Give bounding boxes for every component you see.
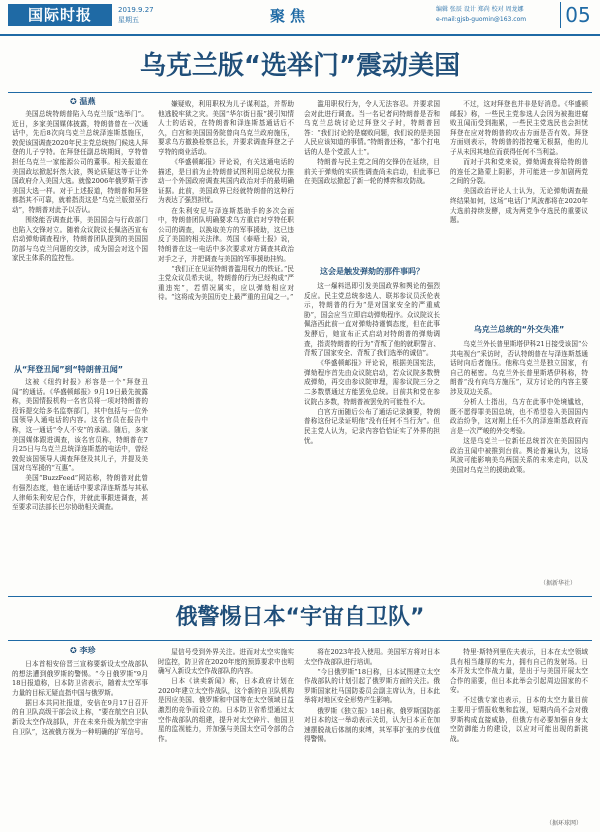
article1-column1b [12, 378, 148, 586]
paragraph: 乌克兰外长普里斯塔伊科21日接受该国“公共电视台”采访时，否认特朗普在与泽连斯基通话时向后者施压。他称乌克兰是独立国家，有自己的秘密。乌克兰外长普里斯塔伊科称，特朗普“没有向乌方施压”，双方讨论的内容主要涉及双边关系。 [450, 340, 588, 396]
article1-column3 [304, 100, 440, 260]
article1-column3b [304, 282, 440, 586]
article1-column1 [12, 110, 148, 360]
article1-column4b [450, 340, 588, 576]
article1-subheading2: 这会是触发弹劾的那件事吗？ [320, 267, 424, 276]
paragraph: 将在2023年投入使用。美国军方将对日本太空作战部队进行培训。 [304, 648, 440, 666]
paragraph: 而对于共和党来说，弹劾调查将给特朗普的连任之路蒙上阴影，并可能进一步加剧两党之间的分裂。 [450, 158, 588, 186]
article2-author-name: 李珍 [79, 646, 96, 655]
paragraph: 不过，这对拜登也并非是好消息。《华盛顿邮报》称，一些民主党参选人会因为被拖进腐败丑闻而受到拖累，一些民主党选民也会担忧拜登在应对特朗普的攻击方面是否有效。拜登方面则表示，特朗普的指控毫无根据，他的儿子从未因其地位而获得任何不当利益。 [450, 100, 588, 156]
editor-credits-email: e-mail:gjsb-guomin@163.com [436, 16, 527, 23]
article1-author-name: 温燕 [79, 97, 96, 106]
issue-date: 2019.9.27 [118, 6, 154, 14]
paragraph: 这是乌克兰一位新任总统首次在美国国内政治丑闻中被推到台前。舆论普遍认为，这场风波可能影响美乌两国关系的未来走向，以及美国对乌克兰的援助政策。 [450, 436, 588, 474]
page-number: 05 [560, 2, 595, 28]
paragraph: “我们正在见证特朗普滥用权力的铁证。”民主党众议员希夫说，特朗普的行为已经构成“严重违宪”，若情况属实，应以弹劾相应对待。“这将成为美国历史上最严重的丑闻之一。” [158, 264, 294, 302]
article1-headline: 乌克兰版“选举门”震动美国 [139, 51, 461, 81]
article2-column1 [12, 660, 148, 826]
article1-author [70, 96, 96, 108]
paragraph: 分析人士指出，乌方在此事中处境尴尬，既不愿得罪美国总统，也不希望卷入美国国内政治纷争，这对刚上任不久的泽连斯基政府而言是一次严峻的外交考验。 [450, 398, 588, 435]
author-marker-icon: ✪ [70, 646, 80, 655]
paragraph: 日本首相安倍晋三宣称要新设太空战部队的想法遭到俄罗斯的警惕。“今日俄罗斯”9月18日报道称，日本防卫省表示，随着太空军事力量的目标无疑直指中国与俄罗斯。 [12, 660, 148, 697]
issue-date-block [118, 5, 154, 25]
paragraph: 在朱利安尼与泽连斯基助手的多次会面中，特朗普团队明确要求乌方重启对亨特任职公司的调查，以换取美方的军事援助，这已违反了美国的相关法律。英国《泰晤士报》说，特朗普在这一电话中多次要求对方调查其政治对手之子，并把调查与美国的军事援助挂钩。 [158, 206, 294, 263]
paragraph: 俄罗斯《独立报》18日称，俄罗斯国防部对日本的这一举动表示关切，认为日本正在加速摆脱战后体制的束缚，其军事扩张的步伐值得警惕。 [304, 706, 440, 744]
paragraph: 这一爆料迅即引发美国政界和舆论的强烈反应。民主党总统参选人、联邦参议员沃伦表示，特朗普的行为“是对国家安全的严重威胁”，国会应当立即启动弹劾程序。众议院议长佩洛西此前一直对弹劾持谨慎态度，但在此事发酵后，她宣布正式启动对特朗普的弹劾调查，指责特朗普的行为“背叛了他的就职誓言、背叛了国家安全、背叛了我们选举的诚信”。 [304, 282, 440, 358]
article2-headline: 俄警惕日本“宇宙自卫队” [175, 605, 425, 630]
editor-credits-names: 编辑 张辰 设计 郑尚 校对 周龙娜 [436, 6, 524, 13]
paragraph: 美国“BuzzFeed”网站称，特朗普对此曾有强烈态度，他在通话中要求泽连斯基与其私人律师朱利安尼合作，并就此事跟进调查，甚至要求司法部长巴尔协助相关调查。 [12, 474, 148, 512]
editor-credits [436, 5, 556, 25]
issue-weekday: 星期五 [118, 16, 139, 24]
paragraph: 《华盛顿邮报》评论说，根据美国宪法，弹劾程序首先由众议院启动，若众议院多数赞成弹劾，再交由参议院审理，需参议院三分之二多数票通过方能罢免总统。目前共和党在参议院占多数，特朗普被罢免的可能性不大。 [304, 359, 440, 406]
article2-source-note: （据环球网） [546, 820, 583, 827]
paragraph: 特里·斯特列里佐夫表示，日本在太空领域具有相当雄厚的实力，拥有自己的发射场。日本开发太空作战力量，是出于与美国开展太空合作的需要，但日本此举会引起周边国家的不安。 [450, 648, 588, 695]
section-title: 聚焦 [270, 7, 311, 25]
article2-column4 [450, 648, 588, 814]
article2-top-divider [8, 596, 592, 597]
paragraph: 据日本共同社报道，安倍在9月17日召开的自卫队高级干部会议上称，“要在航空自卫队新设太空作战部队，并在未来升级为航空宇宙自卫队”，这被俄方视为一种明确的扩军信号。 [12, 698, 148, 736]
paragraph: 不过俄专家也表示，日本的太空力量目前主要用于情报收集和监视，短期内尚不会对俄罗斯构成直接威胁，但俄方有必要加强自身太空防御能力的建设，以应对可能出现的新挑战。 [450, 696, 588, 743]
article1-source-note: （据新华社） [540, 580, 577, 587]
article2-divider [8, 640, 592, 641]
article1-subheading1: 从“拜登丑闻”到“特朗普丑闻” [14, 365, 124, 374]
paragraph: 日本《读卖新闻》称，日本政府计划在2020年建立太空作战队，这个新的自卫队机构是因应美国、俄罗斯和中国等在太空领域日益激烈的竞争而设立的。日本防卫省希望通过太空作战部队的组建，提升对太空碎片、他国卫星的监视能力，并加强与美国太空司令部的合作。 [158, 677, 294, 743]
author-marker-icon: ✪ [70, 97, 80, 106]
paragraph: 美国总统特朗普陷入乌克兰版“选举门”。近日，多家美国媒体披露，特朗普曾在一次通话中，先后8次向乌克兰总统泽连斯基施压，敦促该国调查2020年民主党总统热门候选人拜登的儿子亨特。在拜登任副总统期间，亨特曾担任乌克兰一家能源公司的董事。相关报道在美国政坛掀起轩然大波，舆论质疑这等于让外国政府介入美国大选。就像2006年俄罗斯干涉美国大选一样。对于上述报道，特朗普和拜登都指其不可靠，就着指责这是“乌克兰版猎巫行动”，特朗普对此予以否认。 [12, 110, 148, 214]
paragraph: 白宫方面随后公布了通话记录摘要，特朗普称这份记录证明他“没有任何不当行为”。但民主党人认为，记录内容恰恰证实了外界的担忧。 [304, 407, 440, 445]
article2-column2 [158, 648, 294, 826]
paragraph: 滥用职权行为，令人无法容忍。并要求国会对此进行调查。当一名记者问特朗普是否和乌克兰总统讨论过拜登父子时，特朗普回答：“我们讨论的是腐败问题，我们说的是美国人民应该知道的事情。”特朗普还称，“那个打电话的人是个党派人士”。 [304, 100, 440, 156]
paragraph: 美国政治评论人士认为，无论弹劾调查最终结果如何，这场“电话门”风波都将在2020年大选前持续发酵，成为两党争夺选民的重要议题。 [450, 187, 588, 225]
paragraph: 嫌疑败，利用职权为儿子谋利益，并帮助他逃脱牢狱之灾。美国“华尔街日报”援引知情人士的话说，在特朗普和泽连斯基通话后不久，白宫和美国国务院曾向乌克兰政府施压，要求乌方撤换检察总长，并要求调查拜登之子亨特的商业活动。 [158, 100, 294, 156]
article1-subheading3: 乌克兰总统的“外交失准” [473, 325, 565, 334]
article1-column2 [158, 100, 294, 586]
page-header [0, 0, 600, 36]
paragraph: “今日俄罗斯”18日称，日本试图建立太空作战部队的计划引起了俄罗斯方面的关注。俄罗斯国家杜马国防委员会副主席认为，日本此举将对地区安全形势产生影响。 [304, 667, 440, 705]
article2-column3 [304, 648, 440, 826]
article1-column4 [450, 100, 588, 322]
paragraph: 特朗普与民主党之间的交锋仍在延续，目前关于弹劾的实质性调查尚未启动，但此事已在美国政坛掀起了新一轮的博弈和攻防战。 [304, 158, 440, 186]
paragraph: 《华盛顿邮报》评论说，有关这通电话的描述，是目前为止特朗普试图利用总统权力推动一个外国政府调查其国内政治对手的最明确证据。此前，美国政界已经就特朗普的这种行为表达了强烈担忧。 [158, 158, 294, 205]
article1-divider [8, 92, 592, 93]
article2-author [70, 645, 96, 657]
paragraph: 屋信号受到外界关注。进而对太空实施实时监控，防卫省在2020年度的预算要求中也明确写入新设太空作战部队的内容。 [158, 648, 294, 676]
paragraph: 这被《纽约时报》形容是一个“拜登丑闻”的通话。《华盛顿邮报》9月19日最先披露称，美国情报机构一名官员将一项对特朗普的投诉提交给多名监察部门，其中包括与一位外国领导人通电话的内容。这名官员在报告中称，这一通话“令人不安”的承诺。随后，多家美国媒体跟进调查，该名官员称，特朗普在7月25日与乌克兰总统泽连斯基的电话中，曾经敦促该国领导人调查拜登及其儿子，并提及美国对乌军援的“互惠”。 [12, 378, 148, 473]
masthead-logo: 国际时报 [8, 4, 112, 26]
paragraph: 围绕能否调查此事，美国国会与行政部门也陷入交锋对立。随着众议院议长佩洛西宣布启动弹劾调查程序，特朗普团队提到的美国国防部与乌克兰问题的交涉，成为国会对这个国家民主体系的监控性。 [12, 216, 148, 263]
